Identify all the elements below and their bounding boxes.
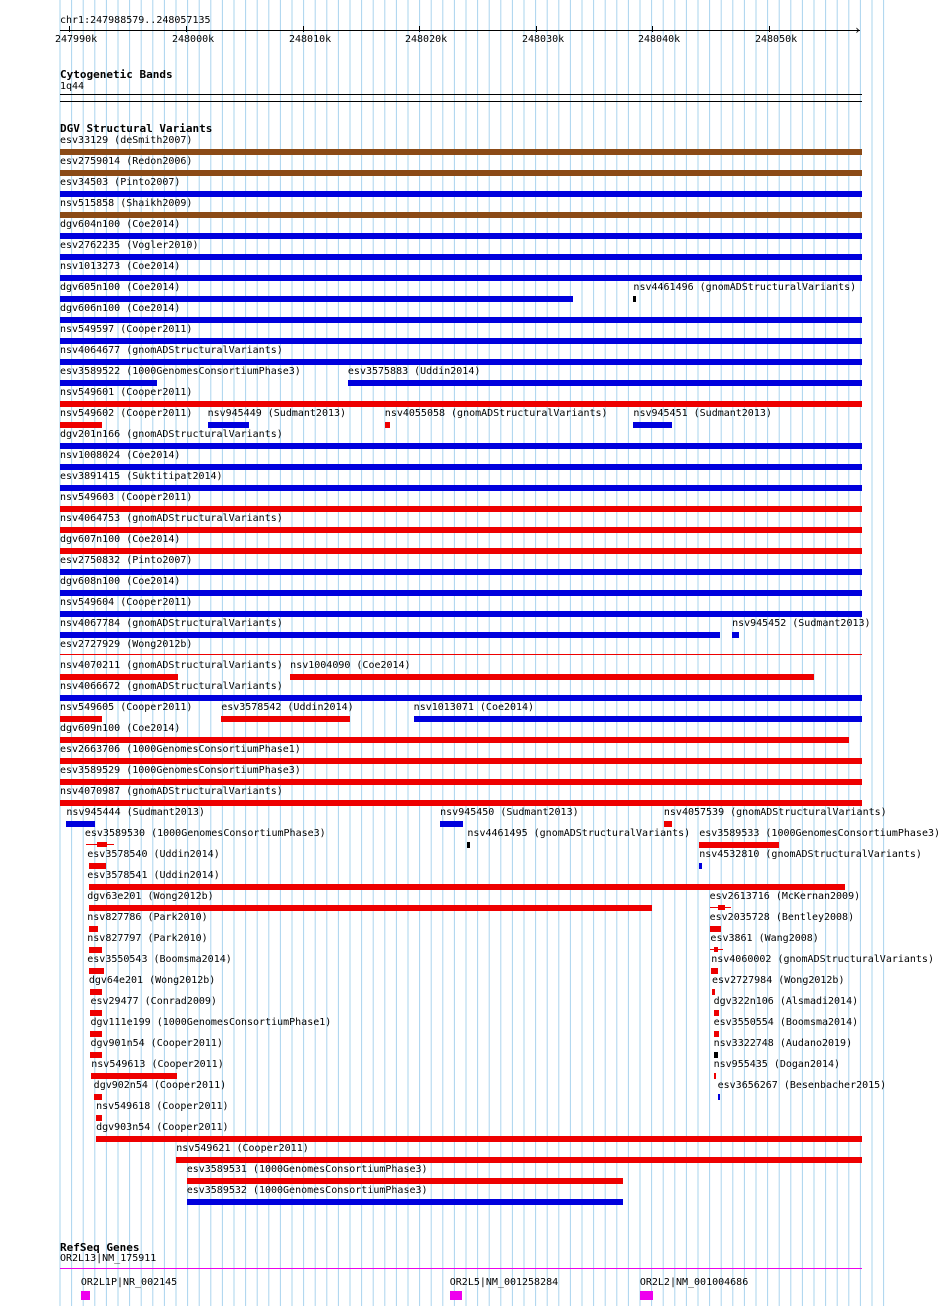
sv-label[interactable]: nsv4532810 (gnomADStructuralVariants)	[699, 849, 922, 860]
sv-bar[interactable]	[60, 506, 862, 512]
sv-label[interactable]: esv2035728 (Bentley2008)	[709, 912, 855, 923]
sv-label[interactable]: esv3578541 (Uddin2014)	[87, 870, 220, 881]
sv-bar[interactable]	[60, 716, 102, 722]
sv-label[interactable]: esv3550543 (Boomsma2014)	[87, 954, 232, 965]
ruler-tick-label: 248040k	[638, 34, 681, 45]
ruler-axis	[60, 30, 860, 31]
sv-bar[interactable]	[60, 149, 862, 155]
refseq-gene-label[interactable]: OR2L2|NM_001004686	[639, 1277, 749, 1288]
sv-label[interactable]: nsv955435 (Dogan2014)	[713, 1059, 841, 1070]
sv-bar[interactable]	[60, 422, 102, 428]
sv-label[interactable]: nsv945444 (Sudmant2013)	[66, 807, 205, 818]
sv-bar[interactable]	[89, 947, 102, 953]
ruler-tick-label: 248010k	[289, 34, 332, 45]
sv-bar[interactable]	[60, 632, 720, 638]
sv-bar[interactable]	[187, 1178, 623, 1184]
sv-bar[interactable]	[60, 170, 862, 176]
sv-label[interactable]: nsv1008024 (Coe2014)	[60, 450, 181, 461]
sv-label[interactable]: dgv63e201 (Wong2012b)	[87, 891, 214, 902]
sv-bar[interactable]	[89, 863, 106, 869]
ruler-tick	[69, 26, 70, 32]
sv-bar[interactable]	[90, 1010, 102, 1016]
sv-bar[interactable]	[60, 654, 862, 655]
sv-label[interactable]: nsv515858 (Shaikh2009)	[60, 198, 193, 209]
sv-bar[interactable]	[60, 401, 862, 407]
sv-label[interactable]: nsv4461495 (gnomADStructuralVariants)	[467, 828, 691, 839]
ruler-tick	[303, 26, 304, 32]
sv-bar[interactable]	[89, 905, 652, 911]
sv-bar[interactable]	[714, 1031, 720, 1037]
sv-bar[interactable]	[633, 422, 671, 428]
sv-bar[interactable]	[732, 632, 739, 638]
sv-bar[interactable]	[66, 821, 95, 827]
sv-bar[interactable]	[96, 1115, 102, 1121]
sv-label[interactable]: esv29477 (Conrad2009)	[90, 996, 217, 1007]
sv-label[interactable]: esv3589533 (1000GenomesConsortiumPhase3)	[699, 828, 940, 839]
sv-bar[interactable]	[60, 191, 862, 197]
sv-label[interactable]: dgv608n100 (Coe2014)	[60, 576, 181, 587]
sv-label[interactable]: nsv549605 (Cooper2011)	[60, 702, 193, 713]
locus-label: chr1:247988579..248057135	[60, 15, 211, 26]
refseq-gene-label[interactable]: OR2L5|NM_001258284	[449, 1277, 559, 1288]
sv-bar[interactable]	[711, 968, 717, 974]
sv-bar[interactable]	[90, 1031, 102, 1037]
ruler-tick	[186, 26, 187, 32]
sv-bar[interactable]	[60, 275, 862, 281]
sv-bar[interactable]	[208, 422, 250, 428]
refseq-gene-line[interactable]	[60, 1268, 862, 1269]
ruler-tick	[769, 26, 770, 32]
sv-label[interactable]: esv34503 (Pinto2007)	[60, 177, 181, 188]
sv-bar[interactable]	[60, 758, 862, 764]
sv-label[interactable]: esv2727929 (Wong2012b)	[60, 639, 193, 650]
sv-label[interactable]: nsv549603 (Cooper2011)	[60, 492, 193, 503]
sv-bar[interactable]	[60, 233, 862, 239]
sv-label[interactable]: dgv901n54 (Cooper2011)	[90, 1038, 223, 1049]
sv-bar[interactable]	[60, 359, 862, 365]
sv-label[interactable]: dgv605n100 (Coe2014)	[60, 282, 181, 293]
cytoband-line[interactable]	[60, 101, 862, 102]
sv-label[interactable]: esv3861 (Wang2008)	[710, 933, 819, 944]
sv-label[interactable]: nsv4055058 (gnomADStructuralVariants)	[384, 408, 608, 419]
sv-label[interactable]: nsv827786 (Park2010)	[87, 912, 208, 923]
sv-label[interactable]: esv2759014 (Redon2006)	[60, 156, 193, 167]
sv-label[interactable]: esv3575883 (Uddin2014)	[347, 366, 481, 377]
ruler-tick-label: 248050k	[755, 34, 798, 45]
refseq-gene-box[interactable]	[640, 1291, 654, 1300]
cytoband-line[interactable]	[60, 94, 862, 95]
sv-bar[interactable]	[710, 926, 721, 932]
sv-bar[interactable]	[91, 1073, 177, 1079]
sv-bar[interactable]	[60, 464, 862, 470]
sv-bar[interactable]	[633, 296, 635, 302]
ruler-arrow-icon: ›	[854, 23, 862, 37]
sv-bar[interactable]	[60, 296, 573, 302]
sv-bar[interactable]	[60, 254, 862, 260]
ruler-tick	[419, 26, 420, 32]
sv-bar[interactable]	[710, 907, 732, 908]
sv-bar[interactable]	[90, 1052, 102, 1058]
sv-label[interactable]: nsv827797 (Park2010)	[87, 933, 208, 944]
sv-bar[interactable]	[440, 821, 462, 827]
sv-bar[interactable]	[176, 1157, 862, 1163]
sv-label[interactable]: dgv609n100 (Coe2014)	[60, 723, 181, 734]
sv-label[interactable]: nsv4057539 (gnomADStructuralVariants)	[663, 807, 887, 818]
sv-label[interactable]: nsv549621 (Cooper2011)	[176, 1143, 309, 1154]
sv-bar[interactable]	[385, 422, 391, 428]
sv-bar[interactable]	[712, 989, 715, 995]
sv-bar[interactable]	[221, 716, 349, 722]
sv-bar[interactable]	[664, 821, 672, 827]
cytoband-label: 1q44	[60, 81, 85, 92]
sv-bar[interactable]	[714, 1052, 718, 1058]
sv-label[interactable]: esv3550554 (Boomsma2014)	[713, 1017, 859, 1028]
sv-label[interactable]: esv3589531 (1000GenomesConsortiumPhase3)	[186, 1164, 428, 1175]
sv-label[interactable]: nsv4067784 (gnomADStructuralVariants)	[60, 618, 283, 629]
sv-bar[interactable]	[348, 380, 862, 386]
sv-label[interactable]: nsv549601 (Cooper2011)	[60, 387, 193, 398]
sv-label[interactable]: nsv945452 (Sudmant2013)	[732, 618, 871, 629]
sv-bar[interactable]	[60, 800, 862, 806]
sv-label[interactable]: dgv607n100 (Coe2014)	[60, 534, 181, 545]
sv-label[interactable]: nsv4066672 (gnomADStructuralVariants)	[60, 681, 283, 692]
sv-bar[interactable]	[414, 716, 862, 722]
sv-label[interactable]: nsv4461496 (gnomADStructuralVariants)	[633, 282, 857, 293]
sv-label[interactable]: dgv902n54 (Cooper2011)	[93, 1080, 227, 1091]
sv-bar[interactable]	[96, 1136, 862, 1142]
sv-label[interactable]: nsv549597 (Cooper2011)	[60, 324, 193, 335]
refseq-gene-label[interactable]: OR2L1P|NR_002145	[80, 1277, 178, 1288]
sv-bar[interactable]	[714, 1073, 716, 1079]
sv-label[interactable]: nsv945451 (Sudmant2013)	[633, 408, 772, 419]
sv-bar[interactable]	[60, 485, 862, 491]
sv-bar[interactable]	[714, 1010, 720, 1016]
sv-label[interactable]: esv3589532 (1000GenomesConsortiumPhase3)	[186, 1185, 428, 1196]
sv-label[interactable]: nsv1004090 (Coe2014)	[290, 660, 411, 671]
sv-bar[interactable]	[90, 989, 101, 995]
sv-bar[interactable]	[60, 569, 862, 575]
sv-label[interactable]: nsv549613 (Cooper2011)	[91, 1059, 224, 1070]
sv-bar[interactable]	[60, 443, 862, 449]
sv-label[interactable]: esv3656267 (Besenbacher2015)	[717, 1080, 887, 1091]
sv-bar[interactable]	[60, 212, 862, 218]
sv-label[interactable]: nsv945449 (Sudmant2013)	[207, 408, 347, 419]
sv-label[interactable]: esv2663706 (1000GenomesConsortiumPhase1)	[60, 744, 301, 755]
sv-label[interactable]: esv3589522 (1000GenomesConsortiumPhase3)	[60, 366, 301, 377]
sv-bar[interactable]	[89, 968, 104, 974]
sv-label[interactable]: nsv4070987 (gnomADStructuralVariants)	[60, 786, 283, 797]
sv-bar[interactable]	[89, 884, 845, 890]
sv-label[interactable]: dgv903n54 (Cooper2011)	[96, 1122, 229, 1133]
sv-bar[interactable]	[718, 1094, 720, 1100]
sv-label[interactable]: esv2613716 (McKernan2009)	[709, 891, 861, 902]
sv-label[interactable]: nsv549602 (Cooper2011)	[60, 408, 193, 419]
sv-bar[interactable]	[710, 949, 723, 950]
track-title-cytoband[interactable]: Cytogenetic Bands	[60, 68, 173, 81]
sv-label[interactable]: dgv64e201 (Wong2012b)	[88, 975, 216, 986]
track-title-refseq[interactable]: RefSeq Genes	[60, 1241, 140, 1254]
sv-label[interactable]: nsv4070211 (gnomADStructuralVariants)	[60, 660, 283, 671]
sv-bar[interactable]	[60, 380, 157, 386]
sv-label[interactable]: esv2727984 (Wong2012b)	[712, 975, 845, 986]
sv-bar[interactable]	[699, 863, 701, 869]
sv-label[interactable]: esv3589530 (1000GenomesConsortiumPhase3)	[84, 828, 326, 839]
sv-label[interactable]: nsv4064753 (gnomADStructuralVariants)	[60, 513, 283, 524]
ruler-tick-label: 247990k	[55, 34, 98, 45]
sv-bar[interactable]	[94, 1094, 102, 1100]
sv-label[interactable]: nsv1013071 (Coe2014)	[413, 702, 535, 713]
sv-bar[interactable]	[187, 1199, 623, 1205]
sv-label[interactable]: nsv4064677 (gnomADStructuralVariants)	[60, 345, 283, 356]
sv-bar[interactable]	[467, 842, 469, 848]
ruler-tick	[652, 26, 653, 32]
sv-label[interactable]: esv3589529 (1000GenomesConsortiumPhase3)	[60, 765, 301, 776]
sv-label[interactable]: nsv945450 (Sudmant2013)	[440, 807, 579, 818]
sv-bar[interactable]	[86, 844, 113, 845]
sv-label[interactable]: dgv322n106 (Alsmadi2014)	[713, 996, 859, 1007]
sv-bar[interactable]	[60, 590, 862, 596]
ruler-tick-label: 248020k	[405, 34, 448, 45]
refseq-gene-label[interactable]: OR2L13|NM_175911	[60, 1253, 157, 1264]
refseq-gene-box[interactable]	[450, 1291, 462, 1300]
sv-label[interactable]: nsv3322748 (Audano2019)	[713, 1038, 853, 1049]
sv-label[interactable]: dgv111e199 (1000GenomesConsortiumPhase1)	[90, 1017, 332, 1028]
ruler-tick	[536, 26, 537, 32]
sv-label[interactable]: nsv4060002 (gnomADStructuralVariants)	[711, 954, 934, 965]
sv-label[interactable]: esv3578542 (Uddin2014)	[221, 702, 354, 713]
sv-label[interactable]: nsv1013273 (Coe2014)	[60, 261, 181, 272]
sv-label[interactable]: esv2750832 (Pinto2007)	[60, 555, 193, 566]
sv-bar[interactable]	[60, 779, 862, 785]
sv-bar[interactable]	[60, 674, 178, 680]
sv-label[interactable]: esv3578540 (Uddin2014)	[87, 849, 220, 860]
sv-bar[interactable]	[60, 548, 862, 554]
ruler-tick-label: 248000k	[172, 34, 215, 45]
ruler-tick-label: 248030k	[522, 34, 565, 45]
track-title-dgv[interactable]: DGV Structural Variants	[60, 122, 213, 135]
sv-label[interactable]: nsv549604 (Cooper2011)	[60, 597, 193, 608]
sv-label[interactable]: dgv201n166 (gnomADStructuralVariants)	[60, 429, 283, 440]
sv-bar[interactable]	[60, 338, 862, 344]
sv-bar[interactable]	[60, 695, 862, 701]
sv-bar[interactable]	[60, 737, 849, 743]
sv-bar[interactable]	[89, 926, 98, 932]
sv-bar[interactable]	[60, 611, 862, 617]
sv-label[interactable]: dgv606n100 (Coe2014)	[60, 303, 181, 314]
sv-label[interactable]: esv33129 (deSmith2007)	[60, 135, 193, 146]
sv-label[interactable]: esv3891415 (Suktitipat2014)	[60, 471, 223, 482]
sv-bar[interactable]	[290, 674, 814, 680]
sv-label[interactable]: dgv604n100 (Coe2014)	[60, 219, 181, 230]
sv-label[interactable]: nsv549618 (Cooper2011)	[96, 1101, 229, 1112]
sv-label[interactable]: esv2762235 (Vogler2010)	[60, 240, 199, 251]
sv-bar[interactable]	[60, 527, 862, 533]
refseq-gene-box[interactable]	[81, 1291, 91, 1300]
sv-bar[interactable]	[60, 317, 862, 323]
sv-bar[interactable]	[699, 842, 778, 848]
